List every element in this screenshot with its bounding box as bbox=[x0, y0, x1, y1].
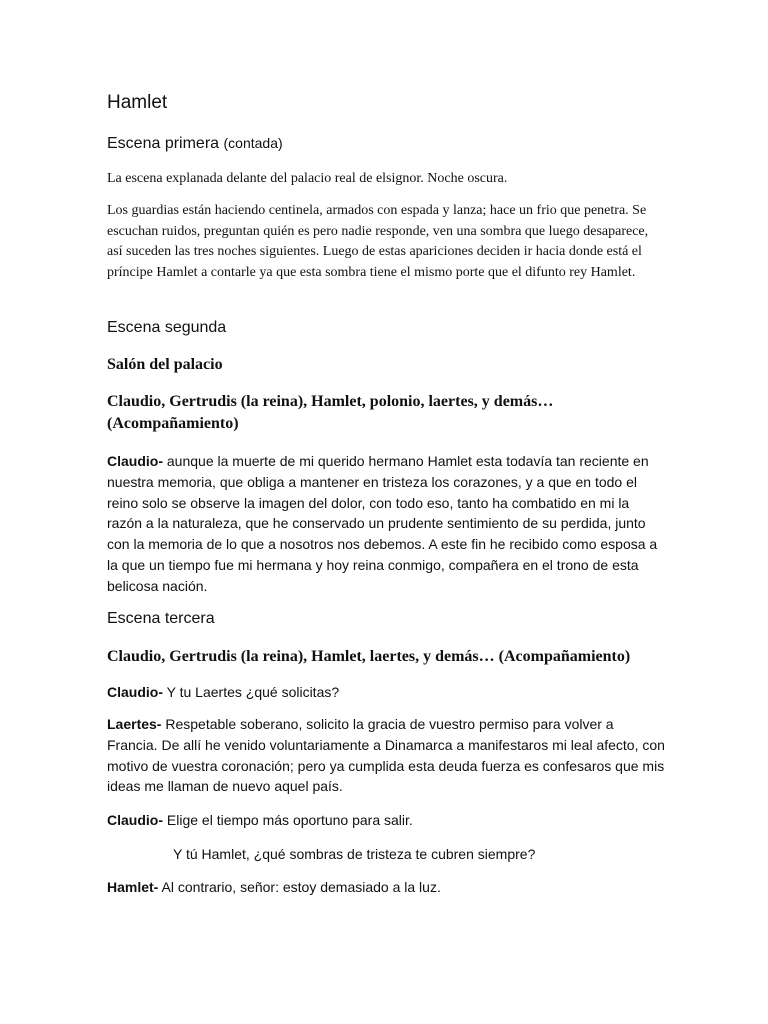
dialogue-text: Respetable soberano, solicito la gracia de vuestro permiso para volver a Francia. De allí he venido voluntariamente a Dinamarca a manifestaros mi leal afecto, con motivo de vuestra coronación; pero ya cumplida esta deuda fuerza es confesaros que mis ideas me llaman de nuevo aquel país. bbox=[107, 716, 665, 795]
dialogue-text: Elige el tiempo más oportuno para salir. bbox=[163, 812, 413, 828]
scene-1-narration: Los guardias están haciendo centinela, armados con espada y lanza; hace un frio que penetra. Se escuchan ruidos, preguntan quién es pero nadie responde, ven una sombra que luego desaparece, así suceden las tres noches siguientes. Luego de estas apariciones deciden ir hacia donde está el príncipe Hamlet a contarle ya que esta sombra tiene el mismo porte que el difunto rey Hamlet. bbox=[107, 203, 649, 280]
scene-3-line-1 bbox=[107, 682, 667, 703]
speaker-name: Claudio- bbox=[107, 812, 163, 828]
scene-2-line-claudio bbox=[107, 451, 667, 597]
dialogue-text: Al contrario, señor: estoy demasiado a la luz. bbox=[158, 879, 441, 895]
scene-3-line-4 bbox=[107, 844, 733, 865]
scene-1-heading-text: Escena primera bbox=[107, 135, 220, 152]
scene-1-heading-note: (contada) bbox=[223, 135, 283, 151]
speaker-name: Claudio- bbox=[107, 453, 163, 469]
dialogue-text: Y tu Laertes ¿qué solicitas? bbox=[163, 684, 340, 700]
dialogue-text: Y tú Hamlet, ¿qué sombras de tristeza te cubren siempre? bbox=[173, 846, 536, 862]
scene-3-line-2 bbox=[107, 714, 667, 797]
scene-1-heading bbox=[107, 133, 283, 154]
scene-2-heading: Escena segunda bbox=[107, 319, 227, 336]
scene-3-characters: Claudio, Gertrudis (la reina), Hamlet, laertes, y demás… (Acompañamiento) bbox=[107, 648, 631, 665]
scene-3-heading: Escena tercera bbox=[107, 610, 215, 627]
scene-2-setting: Salón del palacio bbox=[107, 356, 223, 373]
document-title: Hamlet bbox=[107, 92, 168, 113]
scene-2-characters: Claudio, Gertrudis (la reina), Hamlet, polonio, laertes, y demás… (Acompañamiento) bbox=[107, 393, 554, 432]
speaker-name: Claudio- bbox=[107, 684, 163, 700]
scene-3-line-3 bbox=[107, 810, 667, 831]
speaker-name: Laertes- bbox=[107, 716, 162, 732]
speaker-name: Hamlet- bbox=[107, 879, 159, 895]
dialogue-text: aunque la muerte de mi querido hermano Hamlet esta todavía tan reciente en nuestra memoria, que obliga a mantener en tristeza los corazones, y a que en todo el reino solo se observe la imagen del dolor, con todo eso, tanto ha combatido en mi la razón a la naturaleza, que he conservado un prudente sentimiento de su perdida, junto con la memoria de lo que a nosotros nos debemos. A este fin he recibido como esposa a la que un tiempo fue mi hermana y hoy reina conmigo, compañera en el trono de esta belicosa nación. bbox=[107, 453, 658, 594]
scene-3-line-5 bbox=[107, 877, 667, 898]
scene-1-setting: La escena explanada delante del palacio real de elsignor. Noche oscura. bbox=[107, 171, 508, 186]
